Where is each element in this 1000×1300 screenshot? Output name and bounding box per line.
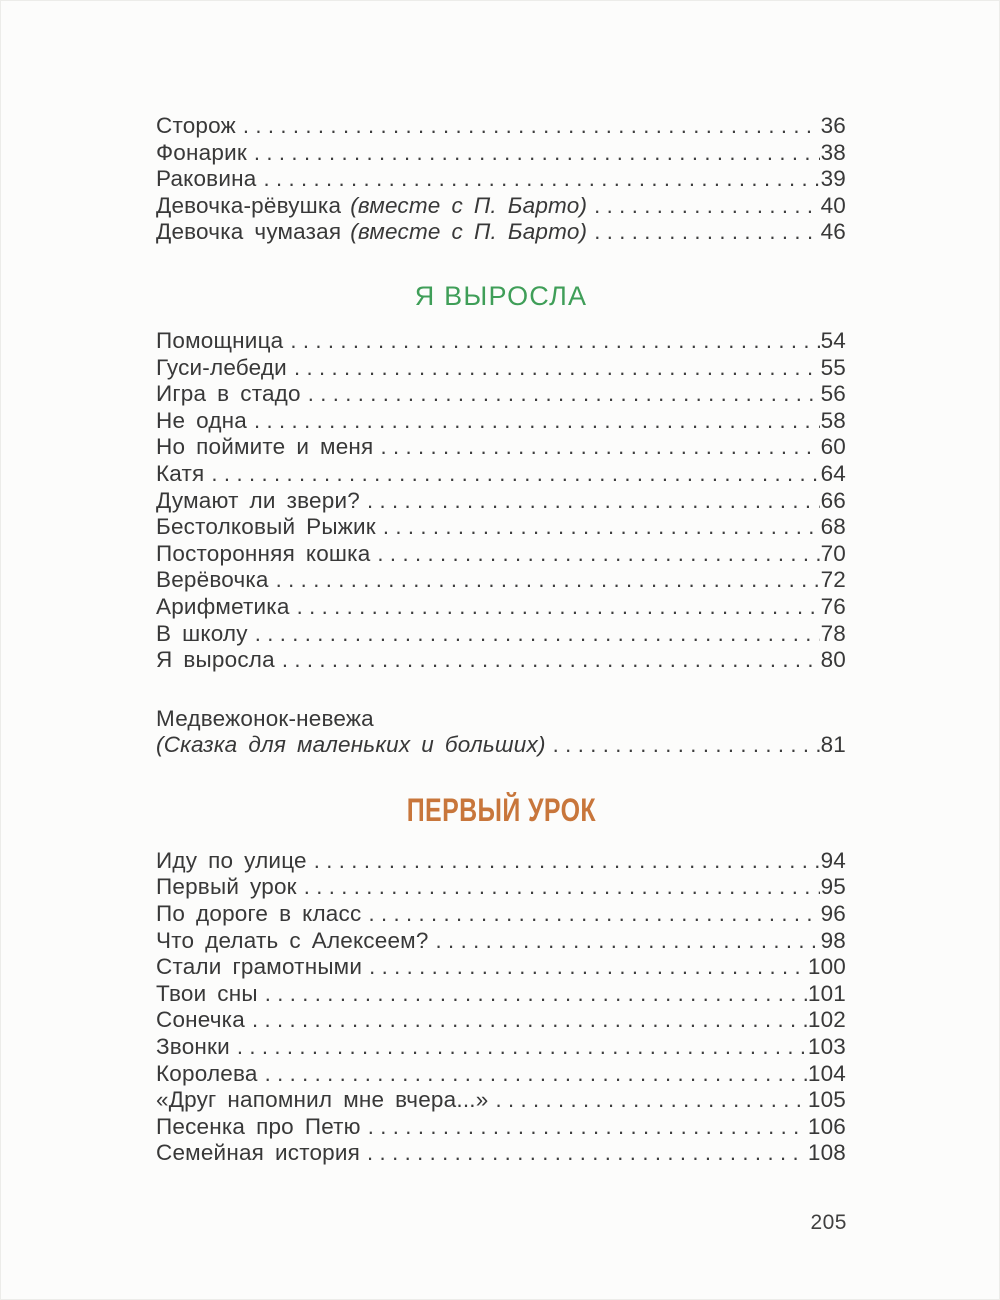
leader-dots: [294, 355, 820, 382]
section-heading-orange: [156, 793, 846, 834]
leader-dots: [252, 1007, 807, 1034]
table-of-contents: [156, 113, 846, 1167]
leader-dots: [297, 594, 820, 621]
toc-entry-page: 106: [807, 1113, 846, 1139]
toc-entry: [156, 434, 846, 461]
toc-entry-page: 102: [807, 1007, 846, 1033]
toc-entry-title: Иду по улице: [156, 847, 307, 873]
toc-entry-page: 80: [820, 647, 846, 673]
toc-entry-page: 94: [820, 847, 846, 873]
toc-entry-page: 60: [820, 434, 846, 460]
toc-entry: [156, 567, 846, 594]
toc-entry: [156, 621, 846, 648]
toc-entry: [156, 1140, 846, 1167]
toc-entry-title: Песенка про Петю: [156, 1113, 361, 1139]
leader-dots: [255, 621, 820, 648]
toc-entry-page: 98: [820, 927, 846, 953]
toc-entry: [156, 381, 846, 408]
toc-entry-page: 81: [820, 732, 846, 758]
leader-dots: [380, 434, 819, 461]
toc-entry-page: 39: [820, 166, 846, 192]
toc-entry-page: 101: [807, 980, 846, 1006]
toc-entry-title: Раковина: [156, 166, 257, 192]
toc-entry-page: 96: [820, 901, 846, 927]
toc-entry-title: Девочка-рёвушка: [156, 192, 342, 218]
toc-section: [156, 328, 846, 674]
toc-entry: [156, 488, 846, 515]
toc-entry-title: Семейная история: [156, 1140, 361, 1166]
toc-entry-title: Сторож: [156, 113, 236, 138]
toc-entry-title: Бестолковый Рыжик: [156, 514, 376, 540]
toc-entry: [156, 732, 846, 759]
toc-entry: [156, 166, 846, 193]
toc-entry: [156, 594, 846, 621]
toc-entry-title: «Друг напомнил мне вчера...»: [156, 1087, 489, 1113]
toc-entry: [156, 193, 846, 220]
toc-entry: [156, 928, 846, 955]
leader-dots: [254, 408, 820, 435]
toc-entry: [156, 355, 846, 382]
toc-entry-page: 76: [820, 593, 846, 619]
toc-entry-title: В школу: [156, 620, 248, 646]
toc-entry: [156, 219, 846, 246]
toc-entry-page: 72: [820, 567, 846, 593]
toc-entry-title: Я выросла: [156, 647, 275, 673]
toc-entry-subtitle: (Сказка для маленьких и больших): [156, 732, 546, 758]
leader-dots: [237, 1034, 807, 1061]
toc-entry-title: Игра в стадо: [156, 381, 301, 407]
leader-dots: [314, 848, 820, 875]
toc-entry-title: Фонарик: [156, 139, 247, 165]
leader-dots: [594, 193, 819, 220]
toc-entry: [156, 514, 846, 541]
section-heading-green: [156, 282, 846, 310]
leader-dots: [282, 647, 820, 674]
toc-entry-title: Твои сны: [156, 980, 258, 1006]
toc-entry-page: 78: [820, 620, 846, 646]
toc-entry-page: 104: [807, 1060, 846, 1086]
toc-entry-page: 68: [820, 514, 846, 540]
leader-dots: [211, 461, 819, 488]
toc-entry: [156, 140, 846, 167]
toc-entry-title: Королева: [156, 1060, 258, 1086]
toc-entry-page: 95: [820, 874, 846, 900]
toc-entry-title: Арифметика: [156, 593, 290, 619]
leader-dots: [276, 567, 820, 594]
toc-entry-page: 103: [807, 1034, 846, 1060]
leader-dots: [369, 954, 807, 981]
toc-entry-page: 100: [807, 954, 846, 980]
leader-dots: [553, 732, 820, 759]
toc-entry: [156, 1007, 846, 1034]
toc-entry-page: 38: [820, 139, 846, 165]
toc-entry: [156, 647, 846, 674]
toc-entry: [156, 113, 846, 140]
toc-entry-page: 36: [820, 113, 846, 138]
toc-entry-title: Гуси-лебеди: [156, 354, 287, 380]
leader-dots: [367, 488, 820, 515]
toc-entry: [156, 981, 846, 1008]
toc-entry-title: Не одна: [156, 407, 248, 433]
toc-entry: [156, 1114, 846, 1141]
toc-entry-page: 58: [820, 407, 846, 433]
toc-entry-title: Сонечка: [156, 1007, 245, 1033]
toc-entry: [156, 1034, 846, 1061]
toc-two-line-entry: [156, 706, 846, 759]
toc-section: [156, 113, 846, 246]
toc-entry: [156, 901, 846, 928]
toc-entry: [156, 954, 846, 981]
leader-dots: [254, 140, 820, 167]
leader-dots: [594, 219, 819, 246]
toc-entry-note: (вместе с П. Барто): [350, 192, 588, 218]
leader-dots: [495, 1087, 806, 1114]
leader-dots: [304, 874, 820, 901]
toc-entry-page: 70: [820, 540, 846, 566]
toc-entry-title: Думают ли звери?: [156, 487, 360, 513]
leader-dots: [265, 981, 807, 1008]
leader-dots: [243, 113, 820, 140]
toc-entry-page: 55: [820, 354, 846, 380]
toc-entry-page: 54: [820, 327, 846, 353]
toc-entry: [156, 1087, 846, 1114]
leader-dots: [377, 541, 819, 568]
toc-entry-title: Катя: [156, 460, 205, 486]
toc-entry: [156, 848, 846, 875]
toc-entry-title: Что делать с Алексеем?: [156, 927, 429, 953]
leader-dots: [368, 901, 819, 928]
leader-dots: [367, 1140, 807, 1167]
page-number: 205: [810, 1211, 847, 1234]
toc-entry-note: (вместе с П. Барто): [350, 219, 588, 245]
toc-entry-title: Верёвочка: [156, 567, 269, 593]
leader-dots: [436, 928, 820, 955]
leader-dots: [265, 1061, 807, 1088]
toc-entry-title: Стали грамотными: [156, 954, 363, 980]
toc-entry-page: 64: [820, 460, 846, 486]
section-heading-text: Я ВЫРОСЛА: [414, 280, 588, 311]
toc-entry-title: Но поймите и меня: [156, 434, 374, 460]
leader-dots: [263, 166, 819, 193]
leader-dots: [290, 328, 819, 355]
toc-entry-title: Посторонняя кошка: [156, 540, 371, 566]
toc-entry-page: 40: [820, 192, 846, 218]
toc-entry: [156, 1061, 846, 1088]
toc-entry-page: 66: [820, 487, 846, 513]
leader-dots: [368, 1114, 807, 1141]
toc-entry-title-line1: Медвежонок-невежа: [156, 705, 374, 731]
leader-dots: [308, 381, 820, 408]
toc-entry-page: 105: [807, 1087, 846, 1113]
toc-entry-title: По дороге в класс: [156, 901, 362, 927]
toc-entry-title: Девочка чумазая: [156, 219, 342, 245]
toc-entry: [156, 328, 846, 355]
toc-entry-title: Первый урок: [156, 874, 297, 900]
toc-entry-page: 56: [820, 381, 846, 407]
toc-entry-page: 108: [807, 1140, 846, 1166]
toc-entry: [156, 408, 846, 435]
toc-entry: [156, 541, 846, 568]
leader-dots: [383, 514, 820, 541]
toc-entry-page: 46: [820, 219, 846, 245]
toc-entry: [156, 874, 846, 901]
toc-entry: [156, 461, 846, 488]
toc-entry-title: Помощница: [156, 327, 284, 353]
toc-entry-title: Звонки: [156, 1034, 230, 1060]
toc-section: [156, 848, 846, 1167]
section-heading-text: ПЕРВЫЙ УРОК: [406, 791, 596, 828]
